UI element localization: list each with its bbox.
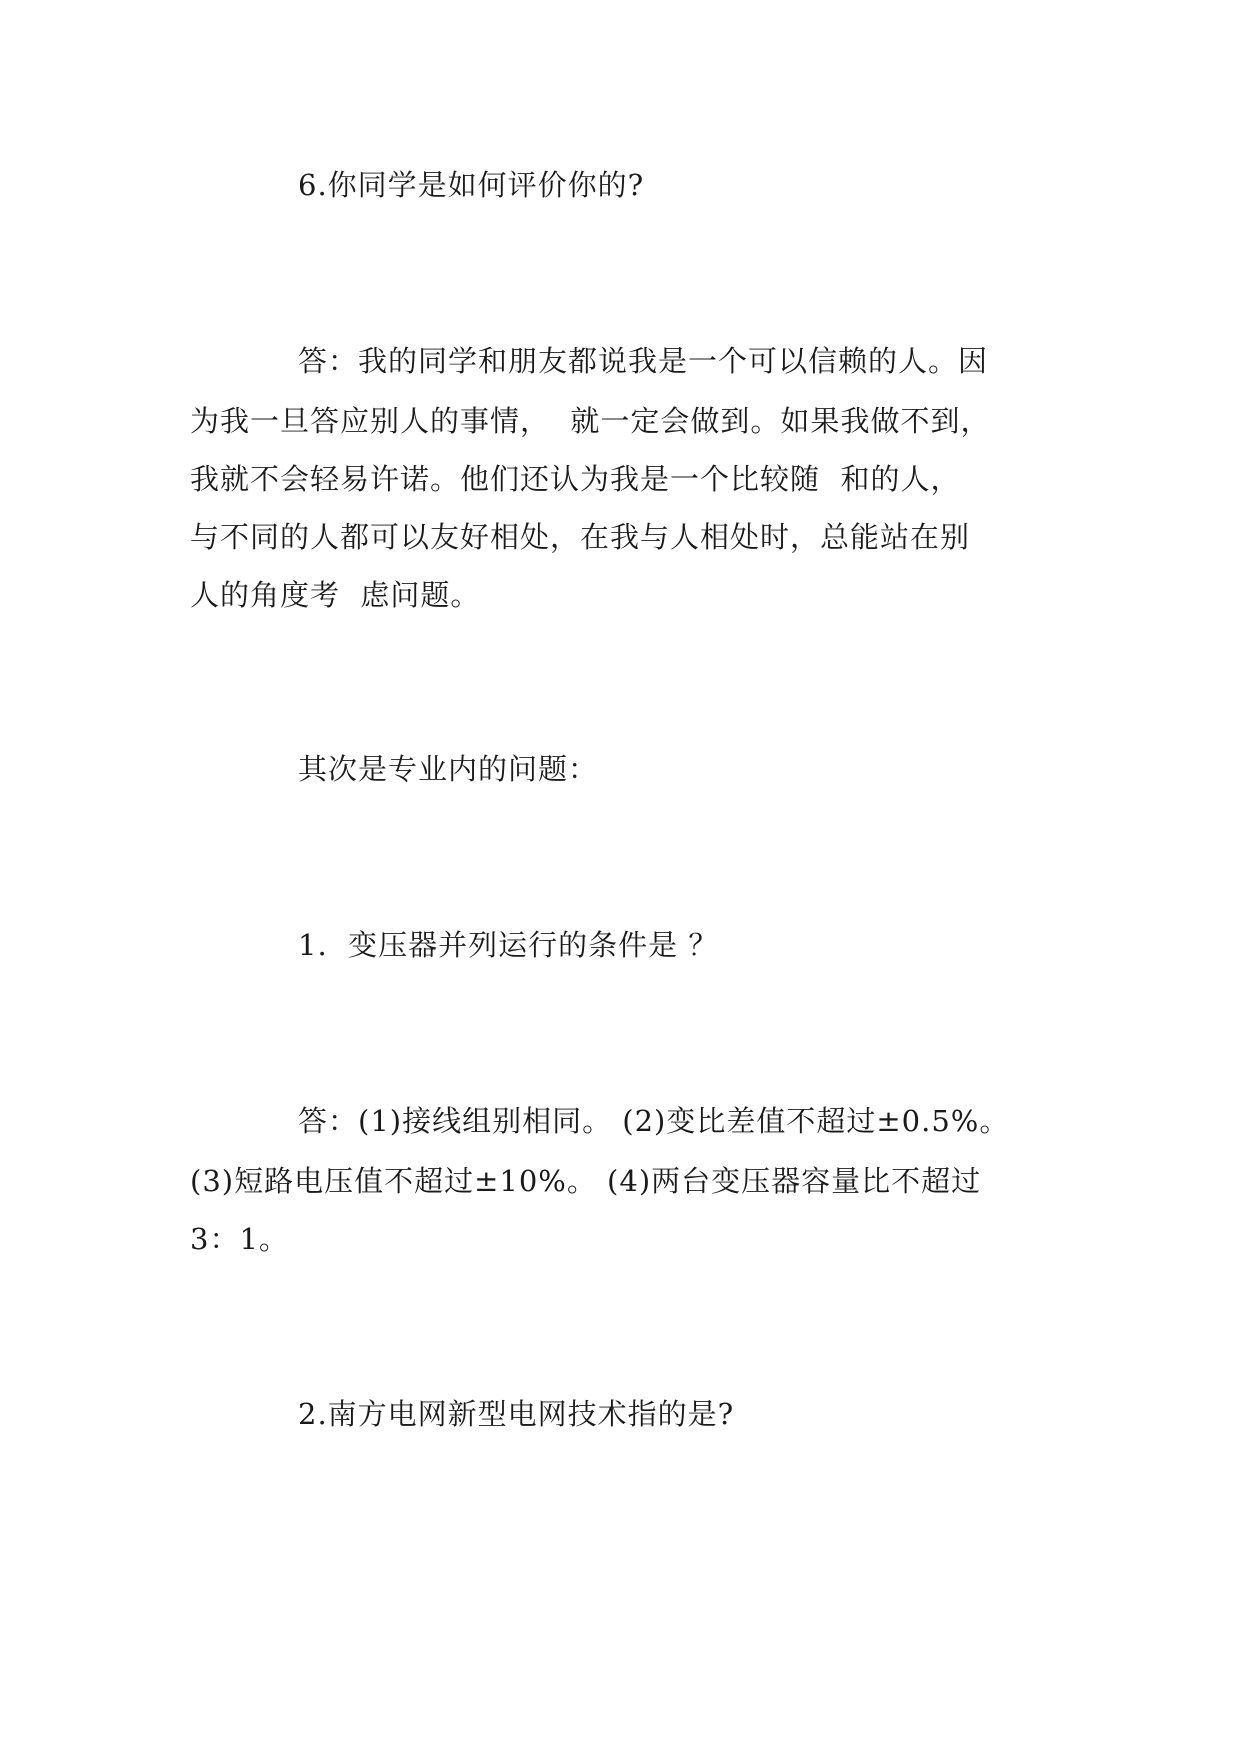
question-6-heading: 6.你同学是如何评价你的? [298,168,645,202]
answer-6-line-1: 答：我的同学和朋友都说我是一个可以信赖的人。因 [298,344,989,378]
answer-1-line-3: 3：1。 [190,1222,289,1256]
answer-6-line-5: 人的角度考 虑问题。 [190,578,481,612]
question-1-heading: 1. 变压器并列运行的条件是 ？ [298,928,719,962]
answer-6-line-4: 与不同的人都可以友好相处，在我与人相处时，总能站在别 [190,520,971,554]
section-heading: 其次是专业内的问题： [298,752,599,786]
answer-1-line-1: 答：(1)接线组别相同。 (2)变比差值不超过±0.5%。 [298,1104,1010,1138]
question-2-heading: 2.南方电网新型电网技术指的是? [298,1397,735,1431]
answer-6-line-2: 为我一旦答应别人的事情， 就一定会做到。如果我做不到， [190,404,991,438]
answer-1-line-2: (3)短路电压值不超过±10%。 (4)两台变压器容量比不超过 [190,1164,982,1198]
answer-6-line-3: 我就不会轻易许诺。他们还认为我是一个比较随 和的人， [190,462,961,496]
